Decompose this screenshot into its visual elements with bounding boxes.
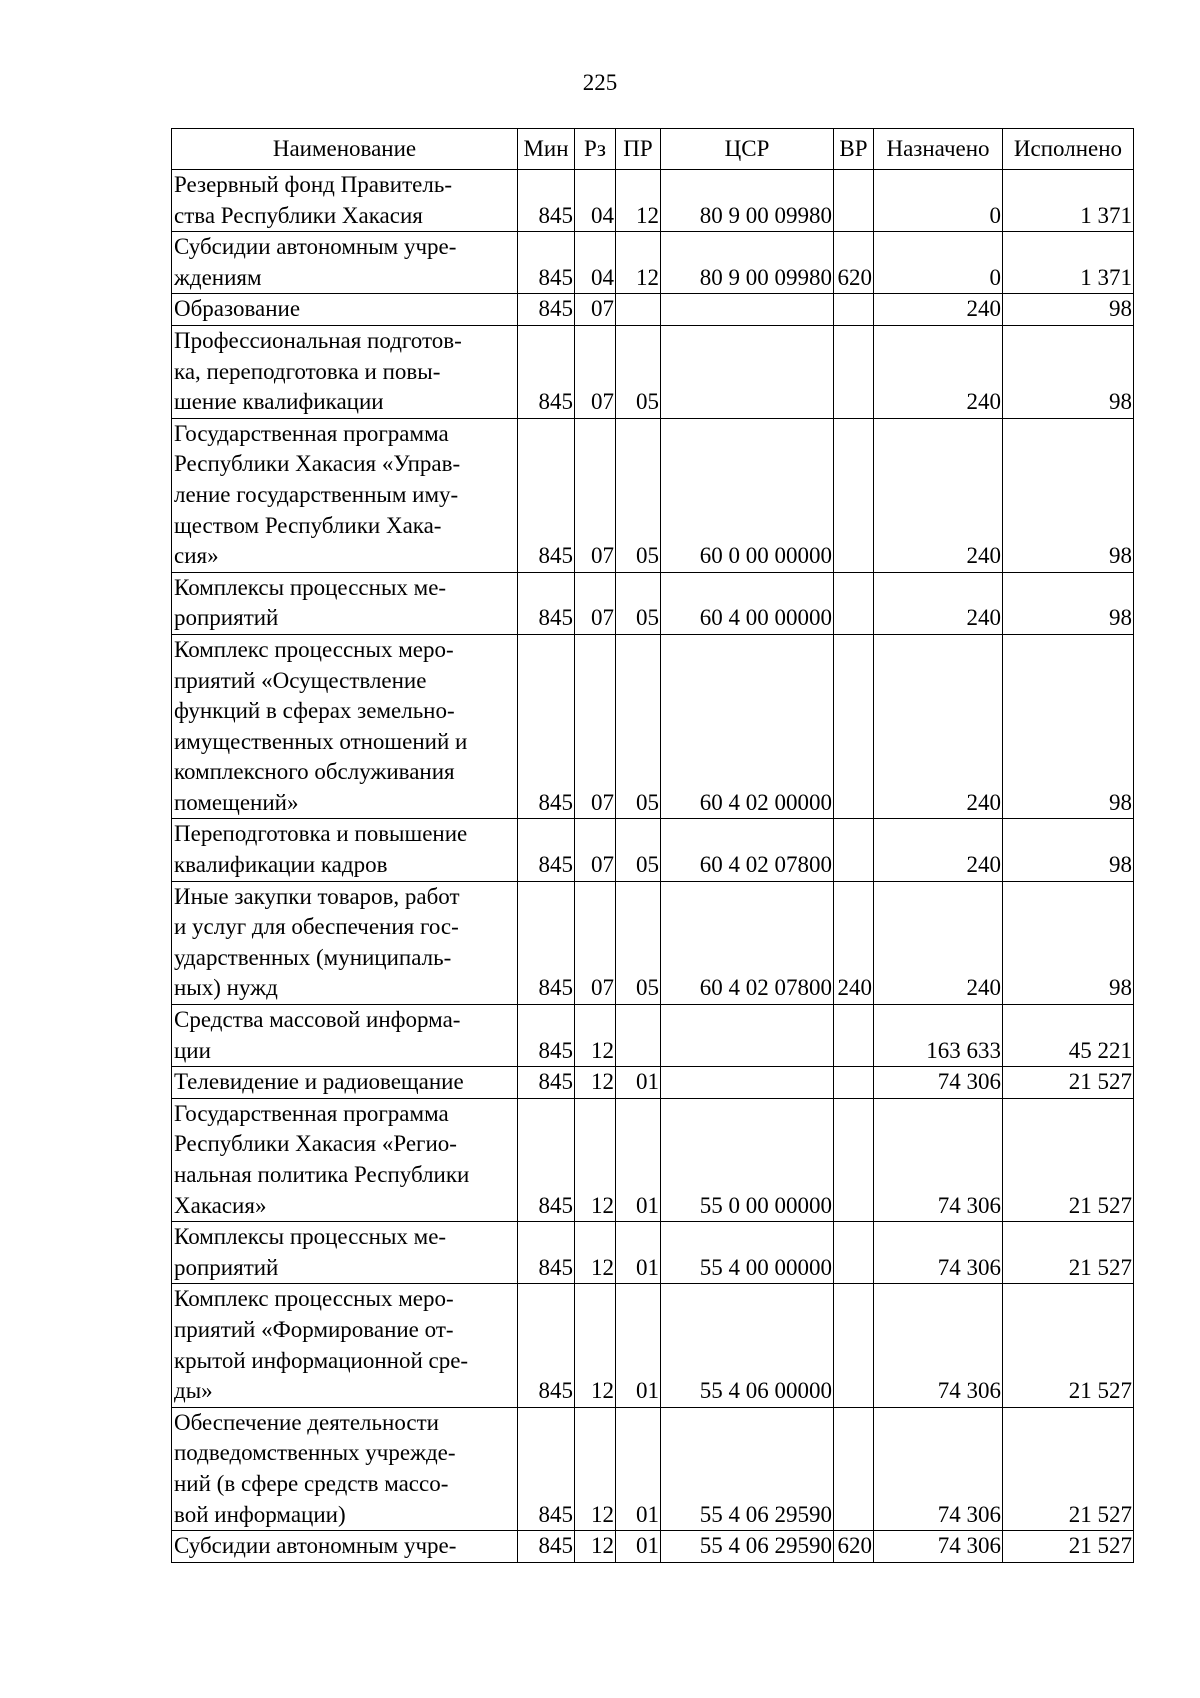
row-csr: 80 9 00 09980 bbox=[661, 170, 834, 232]
table-row bbox=[172, 1531, 1134, 1563]
row-name: Субсидии автономным учре- ждениям bbox=[172, 232, 518, 294]
table-row bbox=[172, 572, 1134, 634]
row-vr bbox=[834, 572, 874, 634]
row-rz: 07 bbox=[575, 634, 616, 819]
row-pr: 05 bbox=[616, 634, 661, 819]
row-min: 845 bbox=[518, 1005, 575, 1067]
budget-execution-table bbox=[171, 128, 1134, 1563]
row-rz: 12 bbox=[575, 1222, 616, 1284]
row-min: 845 bbox=[518, 1067, 575, 1099]
row-csr: 60 4 02 07800 bbox=[661, 881, 834, 1004]
row-rz: 07 bbox=[575, 572, 616, 634]
row-csr: 60 4 00 00000 bbox=[661, 572, 834, 634]
row-vr bbox=[834, 1067, 874, 1099]
row-csr: 80 9 00 09980 bbox=[661, 232, 834, 294]
row-rz: 12 bbox=[575, 1067, 616, 1099]
header-rz: Рз bbox=[575, 129, 616, 170]
row-executed: 98 bbox=[1003, 418, 1134, 572]
row-rz: 07 bbox=[575, 881, 616, 1004]
row-rz: 04 bbox=[575, 232, 616, 294]
row-pr: 05 bbox=[616, 325, 661, 418]
row-name: Комплекс процессных меро- приятий «Формирование от- крытой информационной сре- ды» bbox=[172, 1284, 518, 1407]
row-executed: 98 bbox=[1003, 634, 1134, 819]
row-rz: 07 bbox=[575, 325, 616, 418]
row-rz: 07 bbox=[575, 819, 616, 881]
row-csr bbox=[661, 325, 834, 418]
table-row bbox=[172, 634, 1134, 819]
row-csr: 60 0 00 00000 bbox=[661, 418, 834, 572]
row-min: 845 bbox=[518, 1531, 575, 1563]
row-min: 845 bbox=[518, 418, 575, 572]
row-planned: 163 633 bbox=[874, 1005, 1003, 1067]
header-pr: ПР bbox=[616, 129, 661, 170]
row-executed: 98 bbox=[1003, 819, 1134, 881]
row-name: Переподготовка и повышение квалификации кадров bbox=[172, 819, 518, 881]
row-pr: 01 bbox=[616, 1407, 661, 1530]
row-pr: 01 bbox=[616, 1098, 661, 1221]
table-row bbox=[172, 1067, 1134, 1099]
row-vr bbox=[834, 1284, 874, 1407]
row-csr: 55 4 06 00000 bbox=[661, 1284, 834, 1407]
row-planned: 240 bbox=[874, 572, 1003, 634]
row-vr: 240 bbox=[834, 881, 874, 1004]
table-row bbox=[172, 819, 1134, 881]
row-vr bbox=[834, 1407, 874, 1530]
row-name: Субсидии автономным учре- bbox=[172, 1531, 518, 1563]
row-executed: 21 527 bbox=[1003, 1067, 1134, 1099]
table-row bbox=[172, 1098, 1134, 1221]
row-name: Профессиональная подготов- ка, переподготовка и повы- шение квалификации bbox=[172, 325, 518, 418]
table-row bbox=[172, 881, 1134, 1004]
row-executed: 21 527 bbox=[1003, 1531, 1134, 1563]
row-name: Образование bbox=[172, 294, 518, 326]
row-name: Комплексы процессных ме- роприятий bbox=[172, 1222, 518, 1284]
row-executed: 45 221 bbox=[1003, 1005, 1134, 1067]
row-pr: 12 bbox=[616, 232, 661, 294]
row-min: 845 bbox=[518, 881, 575, 1004]
header-min: Мин bbox=[518, 129, 575, 170]
row-name: Средства массовой информа- ции bbox=[172, 1005, 518, 1067]
row-rz: 07 bbox=[575, 418, 616, 572]
row-executed: 98 bbox=[1003, 881, 1134, 1004]
table-row bbox=[172, 325, 1134, 418]
row-planned: 0 bbox=[874, 170, 1003, 232]
row-planned: 74 306 bbox=[874, 1098, 1003, 1221]
row-csr: 60 4 02 00000 bbox=[661, 634, 834, 819]
row-planned: 74 306 bbox=[874, 1067, 1003, 1099]
row-name: Обеспечение деятельности подведомственных учрежде- ний (в сфере средств массо- вой информации) bbox=[172, 1407, 518, 1530]
row-planned: 74 306 bbox=[874, 1531, 1003, 1563]
row-vr bbox=[834, 1222, 874, 1284]
row-rz: 12 bbox=[575, 1098, 616, 1221]
table-row bbox=[172, 1284, 1134, 1407]
row-vr bbox=[834, 325, 874, 418]
row-min: 845 bbox=[518, 232, 575, 294]
row-name: Телевидение и радиовещание bbox=[172, 1067, 518, 1099]
row-executed: 21 527 bbox=[1003, 1222, 1134, 1284]
header-csr: ЦСР bbox=[661, 129, 834, 170]
row-vr: 620 bbox=[834, 1531, 874, 1563]
header-executed: Исполнено bbox=[1003, 129, 1134, 170]
row-executed: 21 527 bbox=[1003, 1098, 1134, 1221]
row-rz: 04 bbox=[575, 170, 616, 232]
header-vr: ВР bbox=[834, 129, 874, 170]
table-row bbox=[172, 1222, 1134, 1284]
row-min: 845 bbox=[518, 1407, 575, 1530]
row-rz: 12 bbox=[575, 1407, 616, 1530]
row-min: 845 bbox=[518, 325, 575, 418]
row-csr bbox=[661, 294, 834, 326]
header-planned: Назначено bbox=[874, 129, 1003, 170]
table-header-row bbox=[172, 129, 1134, 170]
table-row bbox=[172, 294, 1134, 326]
row-name: Комплекс процессных меро- приятий «Осуществление функций в сферах земельно- имущественных отношений и комплексного обслуживания помещений» bbox=[172, 634, 518, 819]
row-planned: 240 bbox=[874, 418, 1003, 572]
row-vr bbox=[834, 418, 874, 572]
row-pr: 05 bbox=[616, 819, 661, 881]
header-name: Наименование bbox=[172, 129, 518, 170]
row-pr: 12 bbox=[616, 170, 661, 232]
row-pr: 01 bbox=[616, 1284, 661, 1407]
row-executed: 21 527 bbox=[1003, 1407, 1134, 1530]
row-csr: 55 4 06 29590 bbox=[661, 1407, 834, 1530]
row-executed: 98 bbox=[1003, 572, 1134, 634]
row-vr bbox=[834, 634, 874, 819]
row-min: 845 bbox=[518, 634, 575, 819]
page-number: 225 bbox=[582, 70, 618, 95]
row-csr bbox=[661, 1067, 834, 1099]
row-vr bbox=[834, 1005, 874, 1067]
row-rz: 12 bbox=[575, 1284, 616, 1407]
row-csr: 55 4 06 29590 bbox=[661, 1531, 834, 1563]
row-executed: 1 371 bbox=[1003, 232, 1134, 294]
row-executed: 98 bbox=[1003, 325, 1134, 418]
row-min: 845 bbox=[518, 1284, 575, 1407]
table-row bbox=[172, 170, 1134, 232]
row-pr: 05 bbox=[616, 572, 661, 634]
row-pr: 01 bbox=[616, 1067, 661, 1099]
row-csr bbox=[661, 1005, 834, 1067]
row-name: Иные закупки товаров, работ и услуг для обеспечения гос- ударственных (муниципаль- ных) нужд bbox=[172, 881, 518, 1004]
row-pr bbox=[616, 1005, 661, 1067]
table-row bbox=[172, 418, 1134, 572]
row-pr bbox=[616, 294, 661, 326]
table-row bbox=[172, 232, 1134, 294]
row-csr: 60 4 02 07800 bbox=[661, 819, 834, 881]
row-min: 845 bbox=[518, 170, 575, 232]
row-vr bbox=[834, 819, 874, 881]
row-vr bbox=[834, 294, 874, 326]
row-planned: 240 bbox=[874, 634, 1003, 819]
row-vr bbox=[834, 1098, 874, 1221]
row-planned: 240 bbox=[874, 325, 1003, 418]
row-name: Государственная программа Республики Хакасия «Управ- ление государственным иму- ществом Республики Хака- сия» bbox=[172, 418, 518, 572]
table-row bbox=[172, 1407, 1134, 1530]
row-name: Государственная программа Республики Хакасия «Регио- нальная политика Республики Хакасия» bbox=[172, 1098, 518, 1221]
row-planned: 240 bbox=[874, 881, 1003, 1004]
row-executed: 98 bbox=[1003, 294, 1134, 326]
row-pr: 05 bbox=[616, 418, 661, 572]
row-pr: 05 bbox=[616, 881, 661, 1004]
table-row bbox=[172, 1005, 1134, 1067]
row-planned: 74 306 bbox=[874, 1284, 1003, 1407]
row-min: 845 bbox=[518, 1098, 575, 1221]
row-planned: 74 306 bbox=[874, 1407, 1003, 1530]
row-executed: 1 371 bbox=[1003, 170, 1134, 232]
row-vr bbox=[834, 170, 874, 232]
row-vr: 620 bbox=[834, 232, 874, 294]
row-csr: 55 4 00 00000 bbox=[661, 1222, 834, 1284]
row-pr: 01 bbox=[616, 1531, 661, 1563]
row-executed: 21 527 bbox=[1003, 1284, 1134, 1407]
row-rz: 07 bbox=[575, 294, 616, 326]
row-csr: 55 0 00 00000 bbox=[661, 1098, 834, 1221]
row-min: 845 bbox=[518, 819, 575, 881]
row-planned: 240 bbox=[874, 294, 1003, 326]
row-min: 845 bbox=[518, 572, 575, 634]
row-planned: 0 bbox=[874, 232, 1003, 294]
row-planned: 240 bbox=[874, 819, 1003, 881]
row-planned: 74 306 bbox=[874, 1222, 1003, 1284]
row-pr: 01 bbox=[616, 1222, 661, 1284]
row-min: 845 bbox=[518, 1222, 575, 1284]
row-name: Резервный фонд Правитель- ства Республики Хакасия bbox=[172, 170, 518, 232]
row-min: 845 bbox=[518, 294, 575, 326]
row-rz: 12 bbox=[575, 1531, 616, 1563]
row-name: Комплексы процессных ме- роприятий bbox=[172, 572, 518, 634]
row-rz: 12 bbox=[575, 1005, 616, 1067]
